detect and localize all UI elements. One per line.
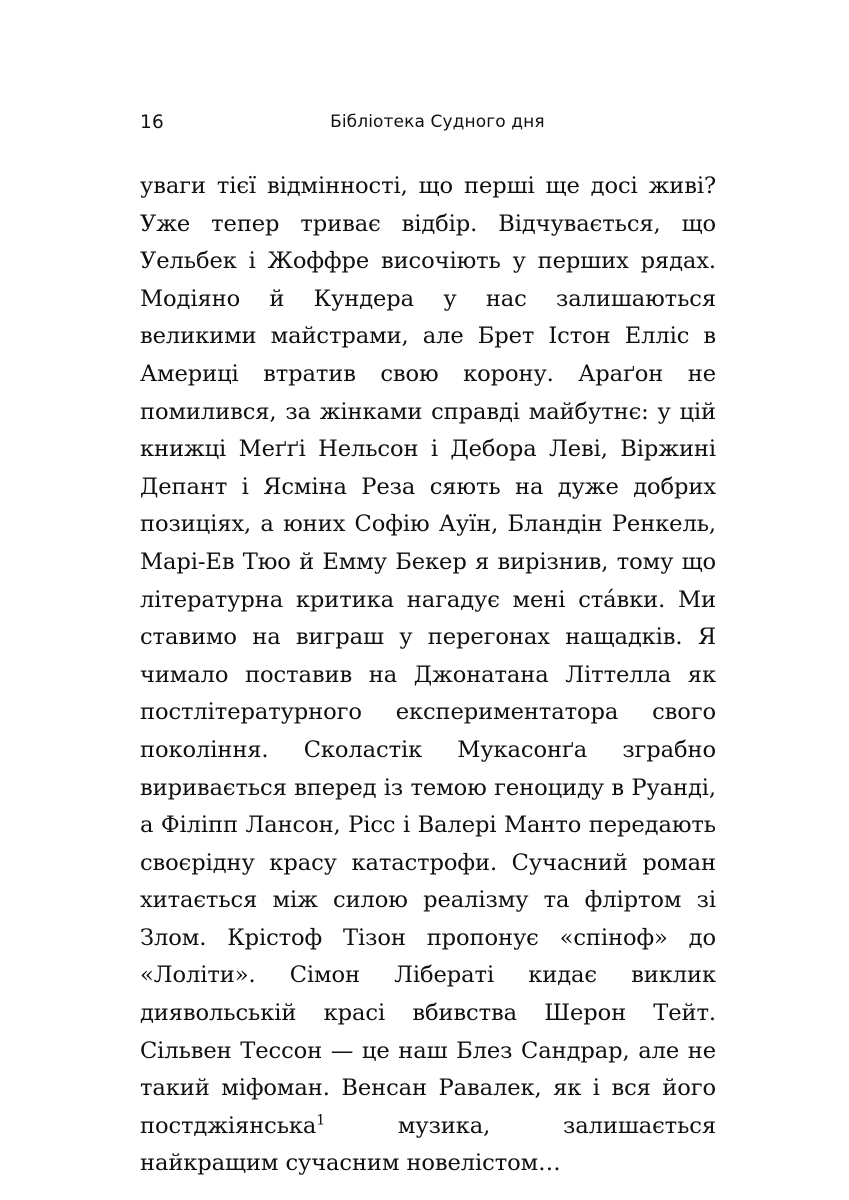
- paragraph: [140, 168, 716, 1183]
- footnote-reference: 1: [316, 1112, 326, 1129]
- page-number: 16: [140, 112, 164, 133]
- running-head: [140, 112, 709, 138]
- paragraph-text-last: музика, залишається найкращим сучасним новелістом…: [140, 1112, 716, 1177]
- body-text-block: [140, 168, 716, 1183]
- paragraph-text-middle: і кидає виклик диявольській красі вбивства Шерон Тейт. Сільвен Тессон — це наш Блез Сандрар, але не такий міфоман. Венсан Равалек, як і вся його постджіянська: [140, 962, 716, 1139]
- paragraph-text-first: уваги тієї відмінності, що перші ще досі живі? Уже тепер триває відбір. Відчувається, що Уельбек і Жоффре височіють у перших рядах. Модіяно й Кундера у нас залишаються великими майстрами, але Брет Істон Елліс в Америці втратив свою корону. Араґон не помилився, за жінками справді майбутнє: у цій книжці Меґґі Нельсон і Дебора Леві, Віржині Депант і Ясміна Реза сяють на дуже добрих позиціях, а юних Софію Ауїн, Бландін Ренкель, Марі-Ев Тюо й Емму Бекер я вирізнив, тому що літературна критика нагадує мені ста́вки. Ми ставимо на виграш у перегонах нащадків. Я чимало поставив на Джонатана Літтелла як постлітературного експериментатора свого покоління. Сколастік Мукасонґа зграбно виривається вперед із темою геноциду в Руанді, а Філіпп Лансон, Рісс і Валері Манто передають своєрідну красу катастрофи. Сучасний роман хитається між силою реалізму та фліртом зі Злом. Крістоф Тізон пропонує «спіноф» до «Лоліти». Сімон Ліберат: [140, 173, 716, 989]
- book-title: Бібліотека Судного дня: [330, 112, 545, 132]
